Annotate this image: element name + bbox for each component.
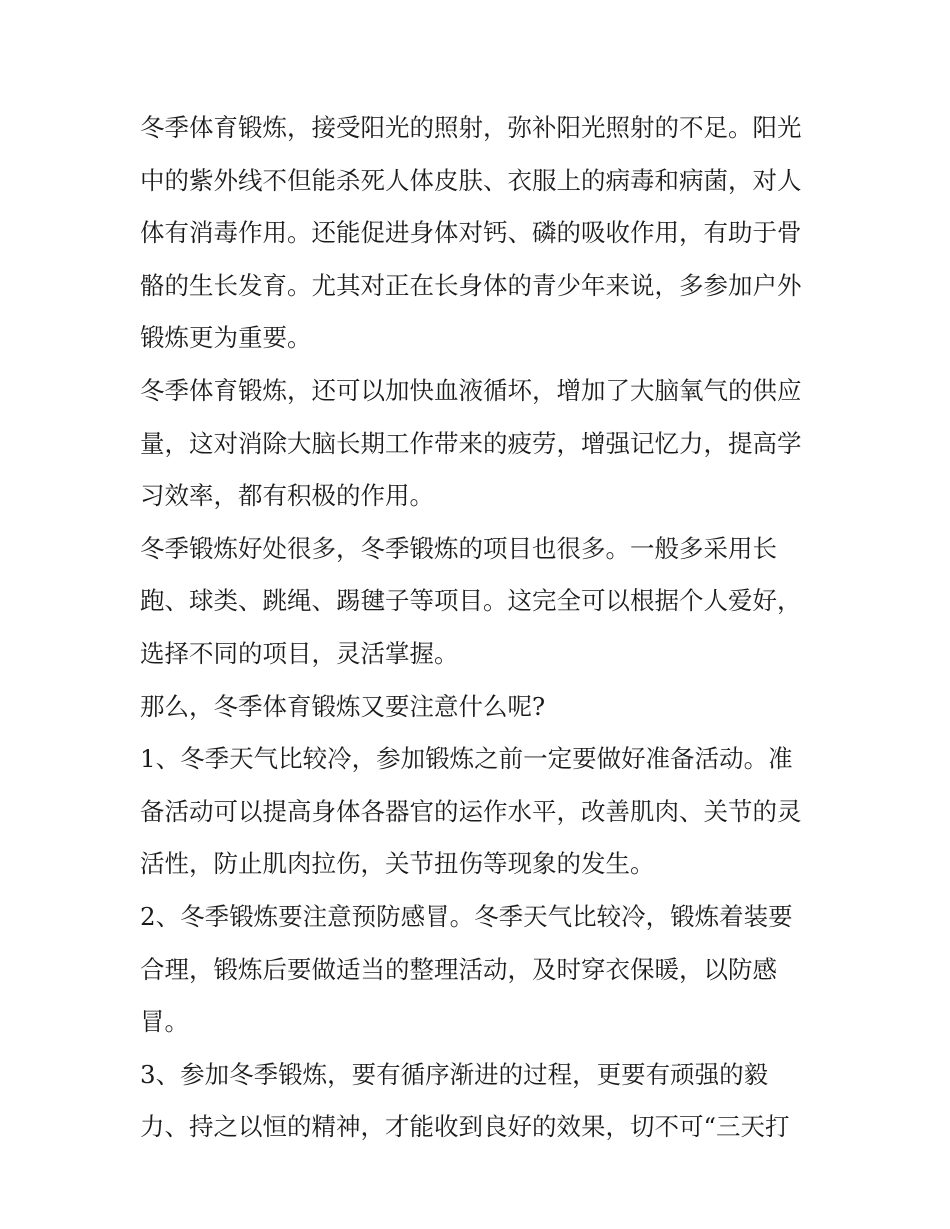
paragraph-question bbox=[140, 681, 820, 734]
text-line: 锻炼更为重要。 bbox=[140, 323, 312, 353]
paragraph-benefits-sunlight bbox=[140, 102, 820, 365]
text-line: 合理，锻炼后要做适当的整理活动，及时穿衣保暖，以防感 bbox=[140, 954, 777, 984]
text-line: 冬季锻炼好处很多，冬季锻炼的项目也很多。一般多采用长 bbox=[140, 533, 777, 563]
text-line: 那么，冬季体育锻炼又要注意什么呢? bbox=[140, 691, 546, 721]
text-line: 量，这对消除大脑长期工作带来的疲劳，增强记忆力，提高学 bbox=[140, 428, 802, 458]
text-line: 跑、球类、跳绳、踢毽子等项目。这完全可以根据个人爱好， bbox=[140, 586, 802, 616]
paragraph-exercise-types bbox=[140, 523, 820, 681]
paragraph-point-3 bbox=[140, 1049, 820, 1154]
paragraph-benefits-brain bbox=[140, 365, 820, 523]
text-line: 2、冬季锻炼要注意预防感冒。冬季天气比较冷，锻炼着装要 bbox=[140, 901, 793, 931]
text-line: 选择不同的项目，灵活掌握。 bbox=[140, 638, 459, 668]
text-line: 活性，防止肌肉拉伤，关节扭伤等现象的发生。 bbox=[140, 849, 655, 879]
paragraph-point-2 bbox=[140, 891, 820, 1049]
document-body bbox=[140, 102, 820, 1154]
text-line: 1、冬季天气比较冷，参加锻炼之前一定要做好准备活动。准 bbox=[140, 744, 793, 774]
text-line: 骼的生长发育。尤其对正在长身体的青少年来说，多参加户外 bbox=[140, 270, 802, 300]
text-line: 3、参加冬季锻炼，要有循序渐进的过程，更要有顽强的毅 bbox=[140, 1059, 769, 1089]
text-line: 习效率，都有积极的作用。 bbox=[140, 481, 434, 511]
text-line: 体有消毒作用。还能促进身体对钙、磷的吸收作用，有助于骨 bbox=[140, 218, 802, 248]
paragraph-point-1 bbox=[140, 733, 820, 891]
text-line: 冬季体育锻炼，接受阳光的照射，弥补阳光照射的不足。阳光 bbox=[140, 113, 802, 142]
text-line: 冬季体育锻炼，还可以加快血液循坏，增加了大脑氧气的供应 bbox=[140, 375, 802, 405]
text-line: 冒。 bbox=[140, 1007, 189, 1037]
text-line: 中的紫外线不但能杀死人体皮肤、衣服上的病毒和病菌，对人 bbox=[140, 165, 802, 195]
text-line: 力、持之以恒的精神，才能收到良好的效果，切不可“三天打 bbox=[140, 1112, 790, 1142]
text-line: 备活动可以提高身体各器官的运作水平，改善肌肉、关节的灵 bbox=[140, 796, 802, 826]
